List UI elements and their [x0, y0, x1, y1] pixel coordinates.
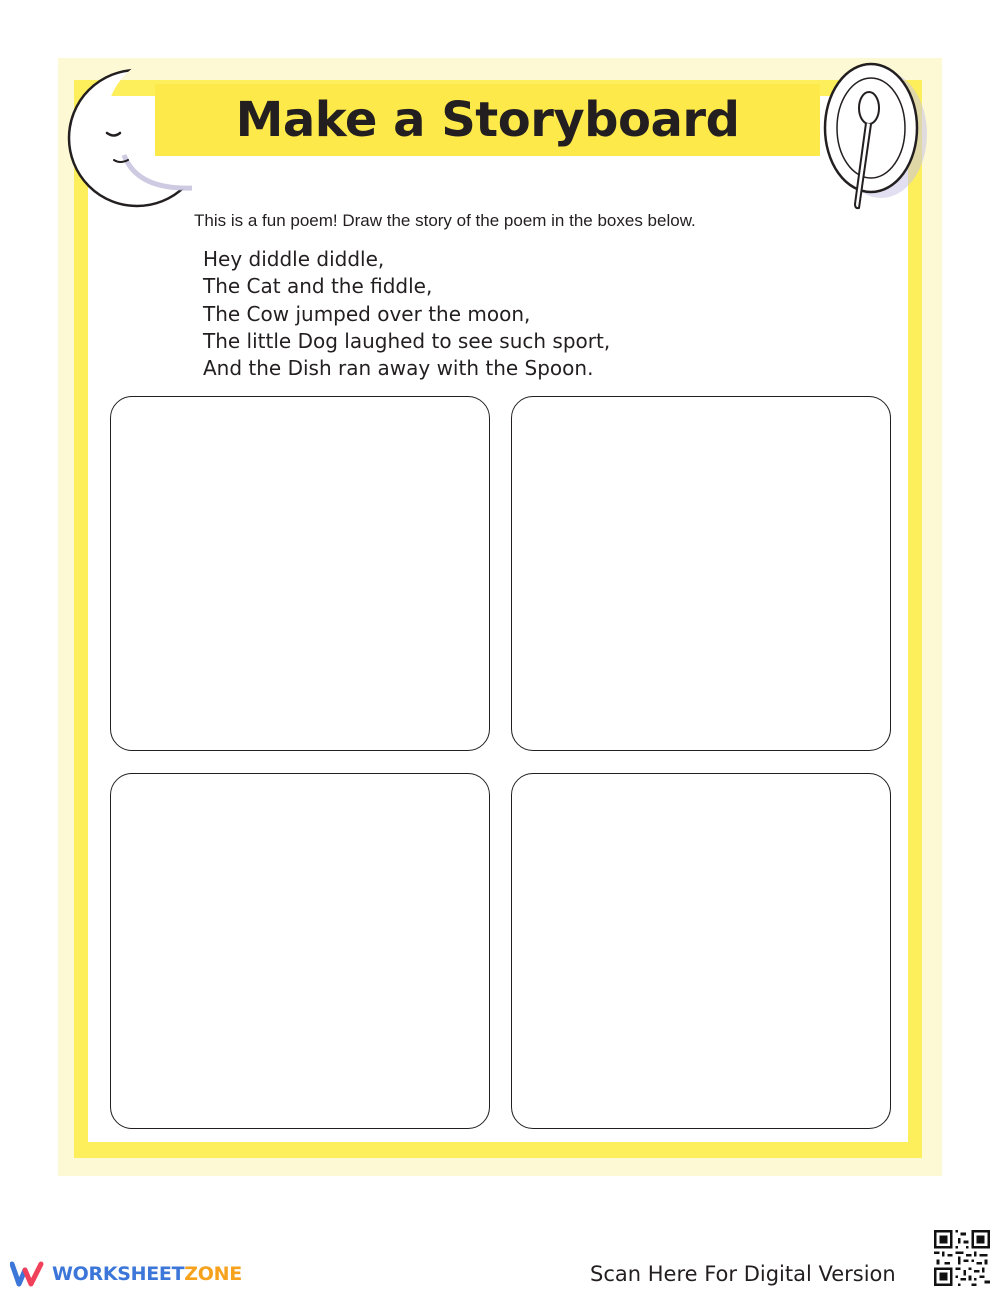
poem-line: The little Dog laughed to see such sport, [203, 328, 611, 353]
page-title: Make a Storyboard [235, 92, 740, 148]
worksheetzone-brand[interactable] [10, 1258, 242, 1290]
storyboard-panel-2 [511, 396, 891, 751]
plate-spoon-icon [815, 56, 933, 216]
instructions-text: This is a fun poem! Draw the story of the poem in the boxes below. [194, 211, 696, 230]
poem-line: And the Dish ran away with the Spoon. [203, 356, 594, 381]
storyboard-panel-1 [110, 396, 490, 751]
poem [203, 246, 610, 382]
moon-icon [62, 60, 207, 215]
poem-line: Hey diddle diddle, [203, 247, 385, 271]
brand-name-accent: ZONE [184, 1263, 242, 1285]
poem-line: The Cow jumped over the moon, [203, 301, 531, 326]
worksheetzone-logo-icon [10, 1260, 46, 1288]
scan-for-digital-version-text: Scan Here For Digital Version [590, 1262, 896, 1286]
storyboard-panel-4 [511, 773, 891, 1129]
poem-line: The Cat and the fiddle, [203, 274, 433, 299]
storyboard-panel-3 [110, 773, 490, 1129]
qr-code-icon[interactable] [934, 1230, 990, 1286]
brand-name [52, 1263, 242, 1285]
brand-name-main: WORKSHEET [52, 1263, 185, 1285]
